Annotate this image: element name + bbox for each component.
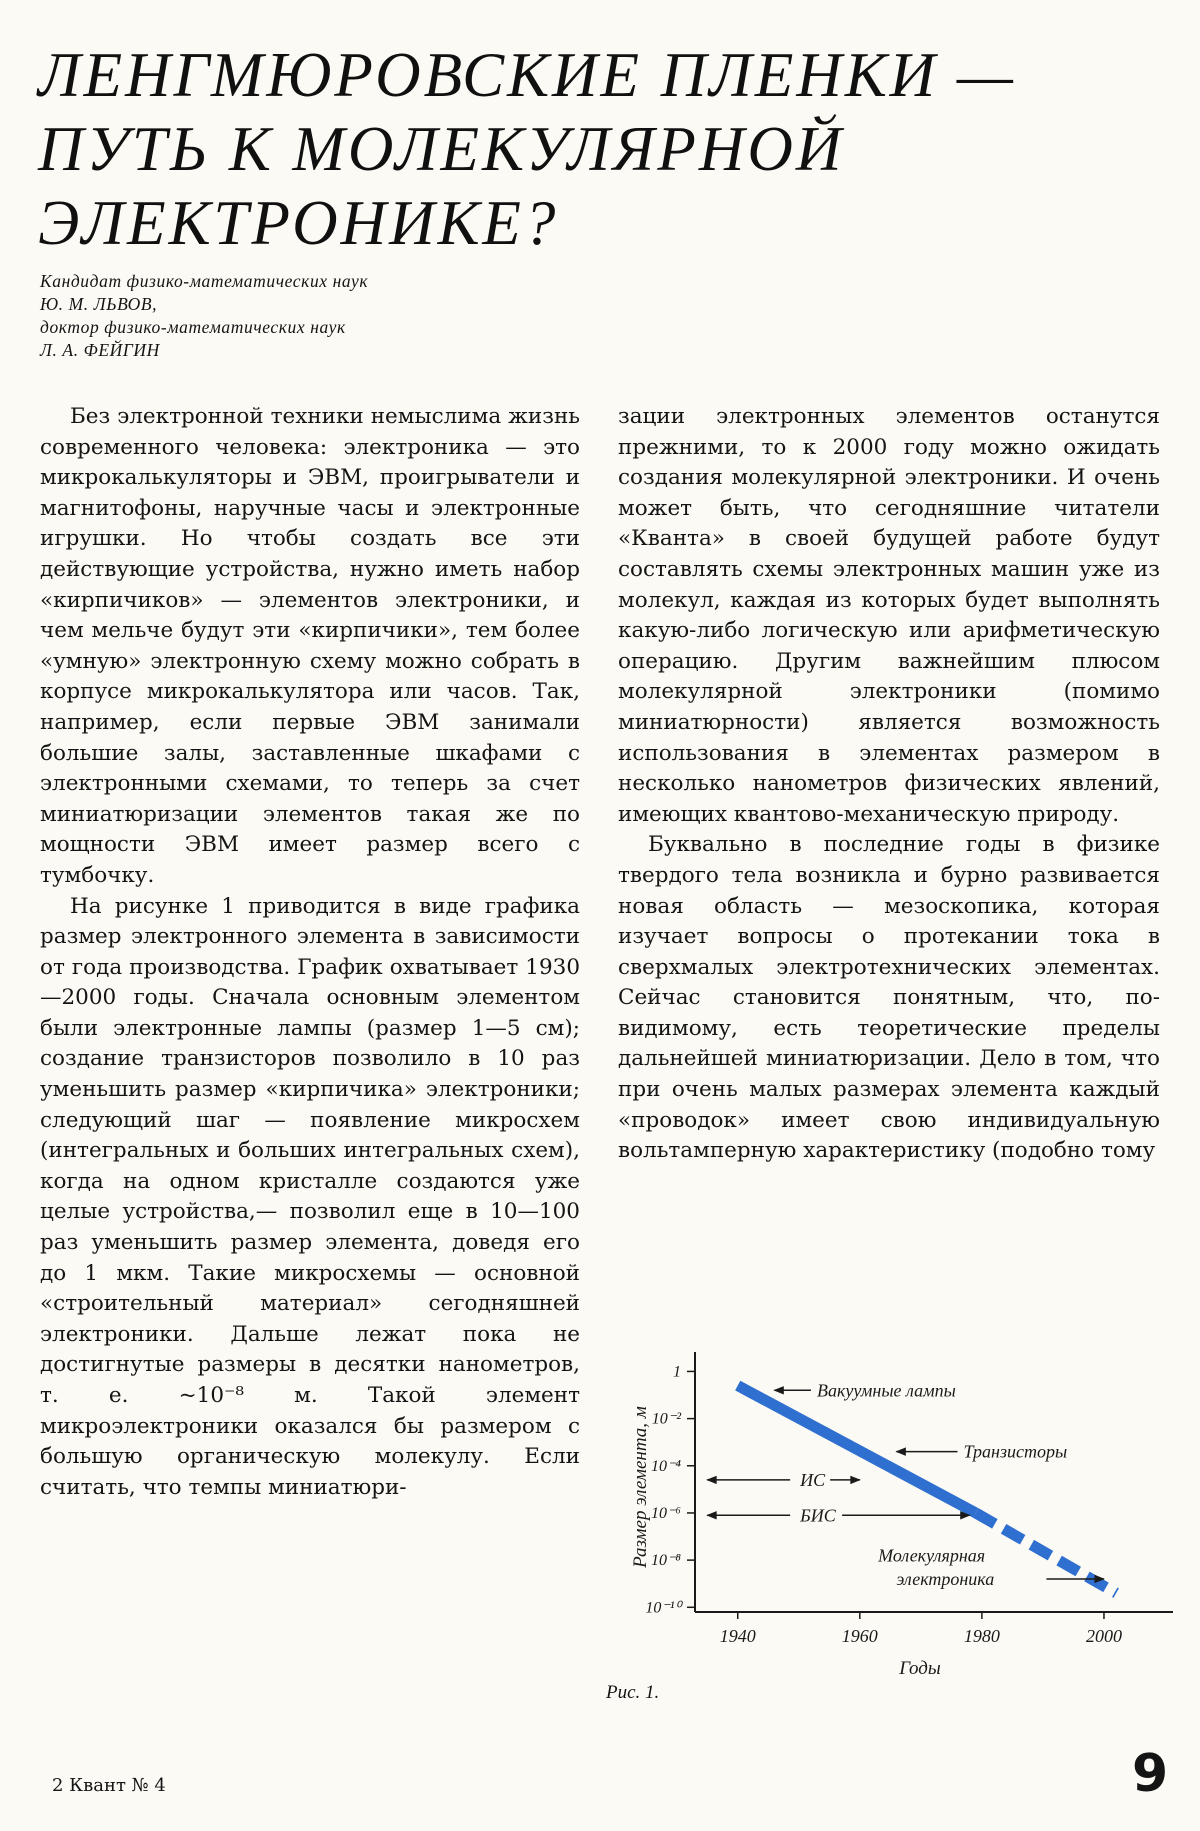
annotation-label: Транзисторы — [963, 1441, 1068, 1462]
article-title — [38, 38, 1188, 260]
paragraph: зации электронных элементов останутся прежними, то к 2000 году можно ожидать создания молекулярной электроники. И очень может быть, что сегодняшние читатели «Кванта» в своей будущей работе будут составлять схемы электронных машин уже из молекул, каждая из которых будет выполнять какую-либо логическую или арифметическую операцию. Другим важнейшим плюсом молекулярной электроники (помимо миниатюрности) является возможность использования в элементах размером в несколько нанометров физических явлений, имеющих квантово-механическую природу. — [618, 404, 1160, 827]
author-block — [40, 270, 368, 362]
author-name: Л. А. ФЕЙГИН — [40, 340, 160, 360]
annotation-label: ИС — [800, 1469, 826, 1490]
paragraph: Без электронной техники немыслима жизнь современного человека: электроника — это микрокалькуляторы и ЭВМ, проигрыватели и магнитофоны, наручные часы и электронные игрушки. Но чтобы создать все эти действующие устройства, нужно иметь набор «кирпичиков» — элементов электроники, и чем мельче будут эти «кирпичики», тем более «умную» электронную схему можно собрать в корпусе микрокалькулятора или часов. Так, например, если первые ЭВМ занимали большие залы, заставленные шкафами с электронными схемами, то теперь за счет миниатюризации элементов такая же по мощности ЭВМ имеет размер всего с тумбочку. — [40, 404, 580, 888]
annotation-label: Молекулярная — [878, 1545, 986, 1566]
author-name: Ю. М. ЛЬВОВ, — [40, 294, 158, 314]
figure-1-chart — [610, 1340, 1180, 1700]
author-degree: Кандидат физико-математических наук — [40, 271, 369, 291]
x-tick-label: 1960 — [841, 1626, 878, 1646]
x-tick-label: 1980 — [963, 1626, 1000, 1646]
x-tick-label: 2000 — [1085, 1626, 1122, 1646]
issue-label: 2 Квант № 4 — [52, 1775, 166, 1796]
y-tick-label: 10⁻¹⁰ — [645, 1599, 681, 1617]
annotation-label: электроника — [896, 1568, 995, 1589]
paragraph: На рисунке 1 приводится в виде графика размер электронного элемента в зависимости от года производства. График охватывает 1930—2000 годы. Сначала основным элементом были электронные лампы (размер 1—5 см); создание транзисторов позволило в 10 раз уменьшить размер «кирпичика» электроники; следующий шаг — появление микросхем (интегральных и больших интегральных схем), когда на одном кристалле создаются уже целые устройства,— позволил еще в 10—100 раз уменьшить размер элемента, доведя его до 1 мкм. Такие микросхемы — основной «строительный материал» сегодняшней электроники. Дальше лежат пока не достигнутые размеры в десятки нанометров, т. е. ~10⁻⁸ м. Такой элемент микроэлектроники оказался бы размером с большую органическую молекулу. Если считать, что темпы миниатюри- — [40, 893, 580, 1500]
y-tick-label: 10⁻⁶ — [650, 1504, 681, 1522]
x-axis-label: Годы — [899, 1658, 941, 1679]
y-axis-label: Размер элемента, м — [630, 1406, 651, 1568]
title-line: ЭЛЕКТРОНИКЕ? — [38, 188, 559, 258]
y-tick-label: 1 — [673, 1363, 681, 1381]
text-column-right — [618, 402, 1160, 1167]
title-line: ПУТЬ К МОЛЕКУЛЯРНОЙ — [38, 114, 845, 184]
title-line: ЛЕНГМЮРОВСКИЕ ПЛЕНКИ — — [38, 40, 1016, 110]
trend-line-solid — [738, 1386, 976, 1513]
annotation-label: Вакуумные лампы — [816, 1380, 956, 1401]
chart-svg — [610, 1340, 1180, 1700]
page-number: 9 — [1132, 1744, 1169, 1804]
paragraph: Буквально в последние годы в физике твердого тела возникла и бурно развивается новая область — мезоскопика, которая изучает вопросы о протекании тока в сверхмалых электротехнических элементах. Сейчас становится понятным, что, по-видимому, есть теоретические пределы дальнейшей миниатюризации. Дело в том, что при очень малых размерах элемента каждый «проводок» имеет свою индивидуальную вольтамперную характеристику (подобно тому — [618, 832, 1160, 1164]
annotation-label: БИС — [800, 1505, 836, 1526]
x-tick-label: 1940 — [719, 1626, 756, 1646]
author-degree: доктор физико-математических наук — [40, 317, 346, 337]
y-tick-label: 10⁻² — [651, 1410, 681, 1428]
y-tick-label: 10⁻⁸ — [650, 1552, 681, 1570]
trend-line-projected — [976, 1513, 1116, 1593]
text-column-left — [40, 402, 580, 1503]
figure-caption: Рис. 1. — [606, 1682, 660, 1703]
y-tick-label: 10⁻⁴ — [650, 1457, 681, 1475]
